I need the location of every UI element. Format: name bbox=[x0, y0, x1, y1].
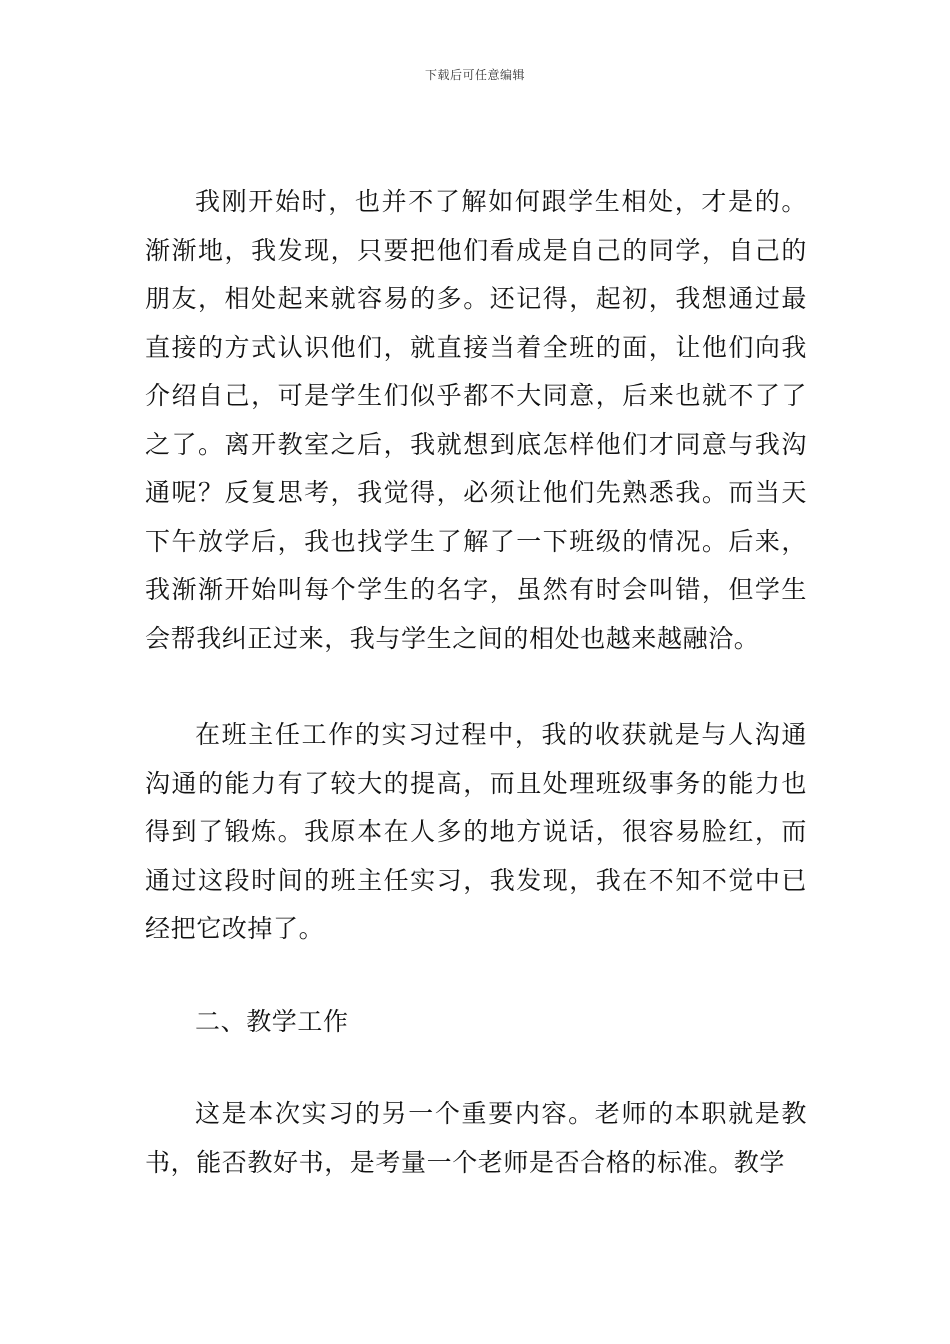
section-heading-teaching: 二、教学工作 bbox=[195, 1006, 349, 1036]
header-note: 下载后可任意编辑 bbox=[424, 68, 525, 82]
paragraph-class-relations: 我刚开始时，也并不了解如何跟学生相处，才是的。渐渐地，我发现，只要把他们看成是自己的同学，自己的朋友，相处起来就容易的多。还记得，起初，我想通过最直接的方式认识他们，就直接当着全班的面，让他们向我介绍自己，可是学生们似乎都不大同意，后来也就不了了之了。离开教室之后，我就想到底怎样他们才同意与我沟通呢？反复思考，我觉得，必须让他们先熟悉我。而当天下午放学后，我也找学生了解了一下班级的情况。后来，我渐渐开始叫每个学生的名字，虽然有时会叫错，但学生会帮我纠正过来，我与学生之间的相处也越来越融洽。 bbox=[145, 187, 807, 653]
body-text bbox=[145, 178, 807, 1187]
paragraph-teaching-intro: 这是本次实习的另一个重要内容。老师的本职就是教书，能否教好书，是考量一个老师是否合格的标准。教学 bbox=[145, 1099, 807, 1177]
paragraph-head-teacher-gains: 在班主任工作的实习过程中，我的收获就是与人沟通沟通的能力有了较大的提高，而且处理班级事务的能力也得到了锻炼。我原本在人多的地方说话，很容易脸红，而通过这段时间的班主任实习，我发现，我在不知不觉中已经把它改掉了。 bbox=[145, 720, 807, 943]
